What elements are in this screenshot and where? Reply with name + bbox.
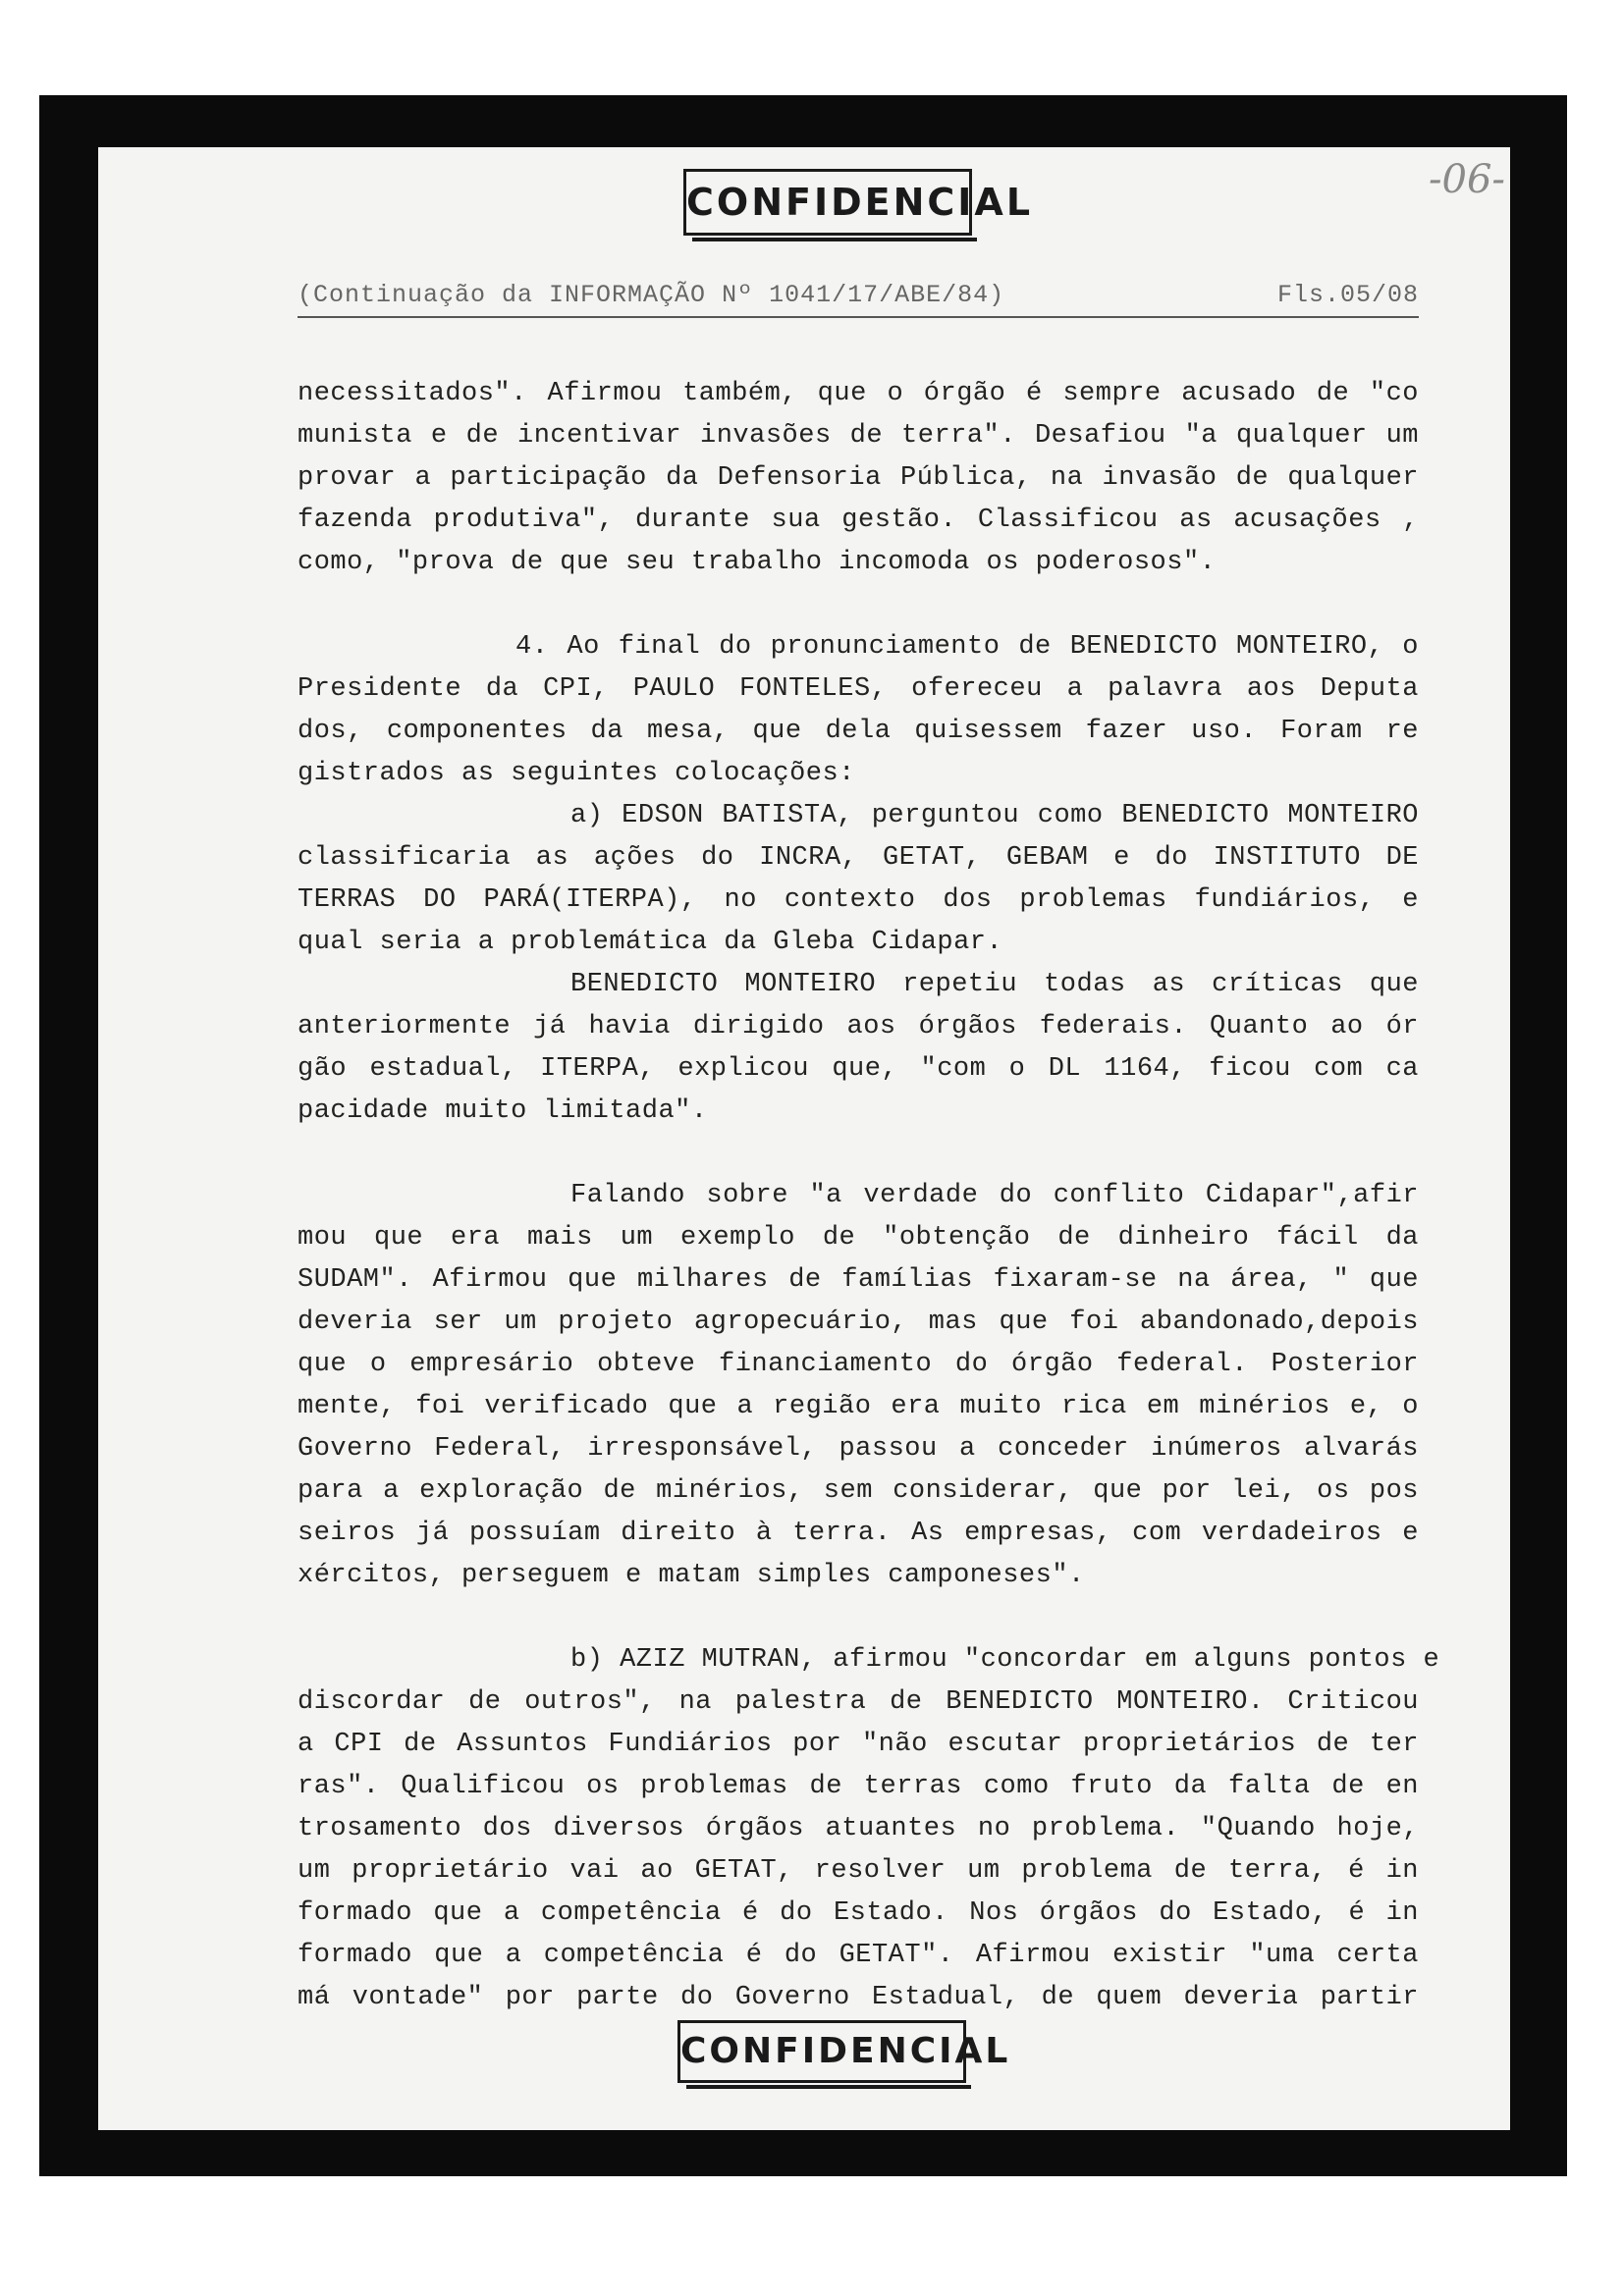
text-line: má vontade" por parte do Governo Estadual, de quem deveria partir (298, 1983, 1419, 2012)
text-line: trosamento dos diversos órgãos atuantes no problema. "Quando hoje, (298, 1814, 1419, 1843)
text-line: a CPI de Assuntos Fundiários por "não escutar proprietários de ter (298, 1730, 1419, 1759)
item-a-start: a) EDSON BATISTA, perguntou como BENEDICTO MONTEIRO (570, 801, 1419, 830)
header-reference: (Continuação da INFORMAÇÃO Nº 1041/17/ABE/84) (298, 281, 1005, 309)
text-line: gistrados as seguintes colocações: (298, 759, 855, 788)
text-line: provar a participação da Defensoria Pública, na invasão de qualquer (298, 463, 1419, 493)
text-line: dos, componentes da mesa, que dela quisessem fazer uso. Foram re (298, 717, 1419, 746)
page-number-mark: -06- (1429, 157, 1505, 202)
text-line: ras". Qualificou os problemas de terras como fruto da falta de en (298, 1772, 1419, 1801)
text-line: gão estadual, ITERPA, explicou que, "com o DL 1164, ficou com ca (298, 1054, 1419, 1084)
text-line: mente, foi verificado que a região era muito rica em minérios e, o (298, 1392, 1419, 1421)
text-line: deveria ser um projeto agropecuário, mas que foi abandonado,depois (298, 1308, 1419, 1337)
text-line: mou que era mais um exemplo de "obtenção de dinheiro fácil da (298, 1223, 1419, 1253)
document-body (298, 373, 1440, 2019)
text-line: pacidade muito limitada". (298, 1096, 708, 1126)
text-line: formado que a competência é do GETAT". Afirmou existir "uma certa (298, 1941, 1419, 1970)
text-line: munista e de incentivar invasões de terra". Desafiou "a qualquer um (298, 421, 1419, 451)
paragraph-start: Falando sobre "a verdade do conflito Cidapar",afir (570, 1181, 1419, 1210)
text-line: classificaria as ações do INCRA, GETAT, GEBAM e do INSTITUTO DE (298, 843, 1419, 873)
text-line: TERRAS DO PARÁ(ITERPA), no contexto dos problemas fundiários, e (298, 885, 1419, 915)
document-header (298, 277, 1419, 318)
text-line: anteriormente já havia dirigido aos órgãos federais. Quanto ao ór (298, 1012, 1419, 1041)
text-line: Governo Federal, irresponsável, passou a conceder inúmeros alvarás (298, 1434, 1419, 1464)
text-line: SUDAM". Afirmou que milhares de famílias fixaram-se na área, " que (298, 1265, 1419, 1295)
text-line: qual seria a problemática da Gleba Cidapar. (298, 928, 1003, 957)
text-line: Presidente da CPI, PAULO FONTELES, ofereceu a palavra aos Deputa (298, 674, 1419, 704)
item-b-start: b) AZIZ MUTRAN, afirmou "concordar em alguns pontos e (570, 1645, 1440, 1675)
text-line: um proprietário vai ao GETAT, resolver um problema de terra, é in (298, 1856, 1419, 1886)
header-folio: Fls.05/08 (1276, 281, 1419, 309)
text-line: xércitos, perseguem e matam simples camponeses". (298, 1561, 1085, 1590)
paragraph-4-start: 4. Ao final do pronunciamento de BENEDICTO MONTEIRO, o (515, 632, 1419, 662)
text-line: que o empresário obteve financiamento do órgão federal. Posterior (298, 1350, 1419, 1379)
paragraph-start: BENEDICTO MONTEIRO repetiu todas as críticas que (570, 970, 1419, 999)
confidential-stamp-top: CONFIDENCIAL (683, 169, 972, 236)
text-line: fazenda produtiva", durante sua gestão. Classificou as acusações , (298, 506, 1419, 535)
text-line: seiros já possuíam direito à terra. As empresas, com verdadeiros e (298, 1519, 1419, 1548)
text-line: para a exploração de minérios, sem considerar, que por lei, os pos (298, 1476, 1419, 1506)
confidential-stamp-bottom: CONFIDENCIAL (677, 2020, 966, 2083)
text-line: como, "prova de que seu trabalho incomoda os poderosos". (298, 548, 1217, 577)
text-line: necessitados". Afirmou também, que o órgão é sempre acusado de "co (298, 379, 1419, 408)
text-line: discordar de outros", na palestra de BENEDICTO MONTEIRO. Criticou (298, 1687, 1419, 1717)
text-line: formado que a competência é do Estado. Nos órgãos do Estado, é in (298, 1898, 1419, 1928)
